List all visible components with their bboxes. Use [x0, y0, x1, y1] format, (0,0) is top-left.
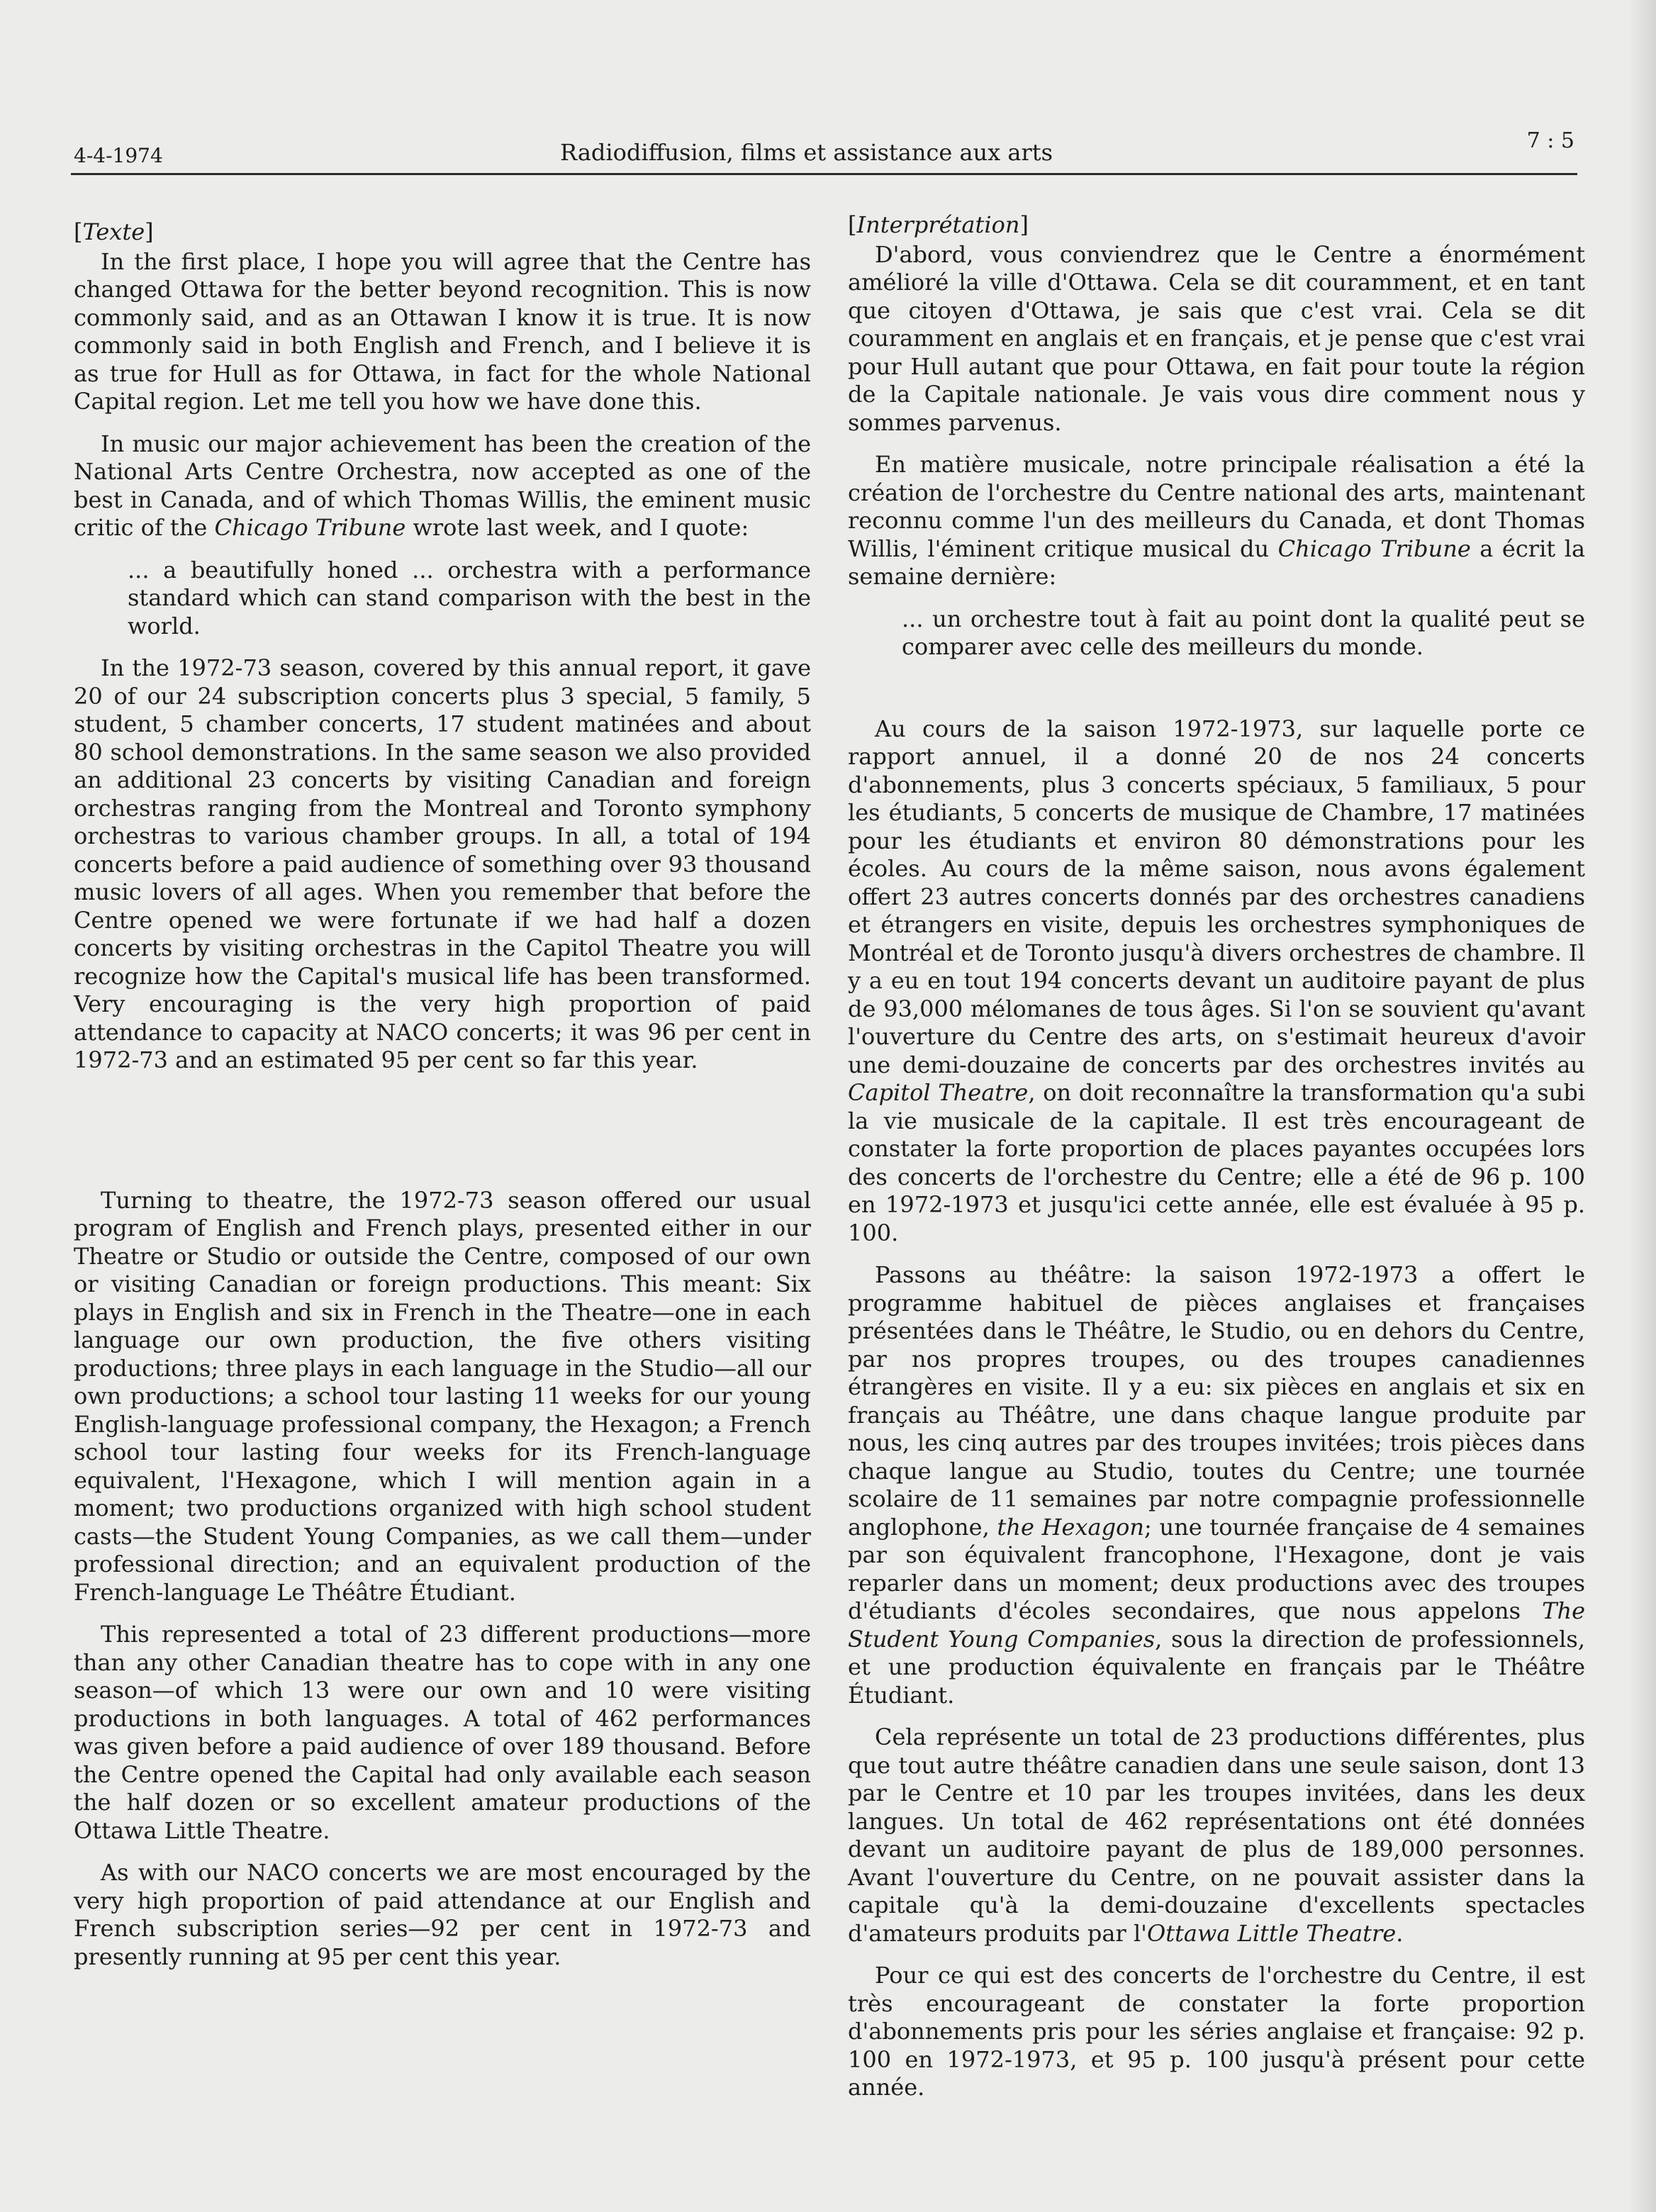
text-tag-label: Texte: [82, 218, 145, 245]
en-p2-text-b: wrote last week, and I quote:: [405, 514, 749, 541]
header-title: Radiodiffusion, films et assistance aux arts: [560, 139, 1053, 166]
fr-paragraph-1: D'abord, vous conviendrez que le Centre a énormément amélioré la ville d'Ottawa. Cela se dit couramment, et en tant que citoyen d'Ottawa, je sais que c'est vrai. Cela se dit couramment en anglais et en français, et je pense que c'est vrai pour Hull autant que pour Ottawa, en fait pour toute la région de la Capitale nationale. Je vais vous dire comment nous y sommes parvenus.: [848, 240, 1585, 436]
interpretation-tag: [Interprétation]: [848, 211, 1029, 238]
fr-p2-text-a: En matière musicale, notre principale réalisation a été la création de l'orchestre du Centre national des arts, maintenant reconnu comme l'un des meilleurs du Canada, et dont Thomas Willis, l'éminent critique musical du: [848, 451, 1585, 562]
en-paragraph-4: Turning to theatre, the 1972-73 season offered our usual program of English and French plays, presented either in our Theatre or Studio or outside the Centre, composed of our own or visiting Canadian or foreign productions. This meant: Six plays in English and six in French in the Theatre—one in each language our own production, the five others visiting productions; three plays in each language in the Studio—all our own productions; a school tour lasting 11 weeks for our young English-language professional company, the Hexagon; a French school tour lasting four weeks for its French-language equivalent, l'Hexagone, which I will mention again in a moment; two productions organized with high school student casts—the Student Young Companies, as we call them—under professional direction; and an equivalent production of the French-language Le Théâtre Étudiant.: [74, 1186, 811, 1606]
fr-paragraph-2: [848, 451, 1585, 591]
fr-p2-text-b: a écrit la semaine dernière:: [848, 535, 1586, 590]
en-paragraph-6: As with our NACO concerts we are most encouraged by the very high proportion of paid attendance at our English and French subscription series—92 per cent in 1972-73 and presently running at 95 per cent this year.: [74, 1859, 811, 1970]
column-gap: [74, 1089, 811, 1187]
fr-p4-company: the Hexagon: [997, 1513, 1144, 1541]
interpretation-tag-label: Interprétation: [856, 211, 1020, 238]
column-gap: [848, 676, 1585, 715]
fr-paragraph-3: [848, 715, 1585, 1248]
fr-paragraph-6: Pour ce qui est des concerts de l'orchestre du Centre, il est très encourageant de constater la forte proportion d'abonnements pris pour les séries anglaise et française: 92 p. 100 en 1972-1973, et 95 p. 100 jusqu'à présent pour cette année.: [848, 1962, 1585, 2101]
fr-p3-text-a: Au cours de la saison 1972-1973, sur laquelle porte ce rapport annuel, il a donné 20 de nos 24 concerts d'abonnements, plus 3 concerts spéciaux, 5 familiaux, 5 pour les étudiants, 5 concerts de musique de Chambre, 17 matinées pour les étudiants et environ 80 démonstrations pour les écoles. Au cours de la même saison, nous avons également offert 23 autres concerts donnés par des orchestres canadiens et étrangers en visite, depuis les orchestres symphoniques de Montréal et de Toronto jusqu'à divers orchestres de chambre. Il y a eu en tout 194 concerts devant un auditoire payant de plus de 93,000 mélomanes de tous âges. Si l'on se souvient qu'avant l'ouverture du Centre des arts, on s'estimait heureux d'avoir une demi-douzaine de concerts par des orchestres invités au: [848, 715, 1585, 1078]
en-paragraph-3: In the 1972-73 season, covered by this annual report, it gave 20 of our 24 subscription concerts plus 3 special, 5 family, 5 student, 5 chamber concerts, 17 student matinées and about 80 school demonstrations. In the same season we also provided an additional 23 concerts by visiting Canadian and foreign orchestras ranging from the Montreal and Toronto symphony orchestras to various chamber groups. In all, a total of 194 concerts before a paid audience of something over 93 thousand music lovers of all ages. When you remember that before the Centre opened we were fortunate if we had half a dozen concerts by visiting orchestras in the Capitol Theatre you will recognize how the Capital's musical life has been transformed. Very encouraging is the very high proportion of paid attendance to capacity at NACO concerts; it was 96 per cent in 1972-73 and an estimated 95 per cent so far this year.: [74, 654, 811, 1073]
english-column: [74, 218, 811, 1985]
fr-paragraph-5: [848, 1724, 1585, 1948]
fr-p3-text-b: , on doit reconnaître la transformation qu'a subi la vie musicale de la capitale. Il est très encourageant de constater la forte proportion de places payantes occupées lors des concerts de l'orchestre du Centre; elle a été de 96 p. 100 en 1972-1973 et jusqu'ici cette année, elle est évaluée à 95 p. 100.: [848, 1079, 1586, 1246]
en-p2-newspaper: Chicago Tribune: [214, 514, 406, 541]
fr-p4-text-a: Passons au théâtre: la saison 1972-1973 a offert le programme habituel de pièces anglaises et françaises présentées dans le Théâtre, le Studio, ou en dehors du Centre, par nos propres troupes, ou des troupes canadiennes étrangères en visite. Il y a eu: six pièces en anglais et six en français au Théâtre, une dans chaque langue produite par nous, les cinq autres par des troupes invitées; trois pièces dans chaque langue au Studio, toutes du Centre; une tournée scolaire de 11 semaines par notre compagnie professionnelle anglophone,: [848, 1261, 1585, 1541]
header-date: 4-4-1974: [74, 144, 163, 167]
fr-p4-student-companies: The Student Young Companies: [848, 1597, 1585, 1653]
fr-p5-theatre: Ottawa Little Theatre: [1146, 1919, 1397, 1947]
header-page-number: 7 : 5: [1526, 128, 1574, 153]
fr-quote: ... un orchestre tout à fait au point dont la qualité peut se comparer avec celle des meilleurs du monde.: [902, 605, 1585, 660]
en-paragraph-5: This represented a total of 23 different productions—more than any other Canadian theatre has to cope with in any one season—of which 13 were our own and 10 were visiting productions in both languages. A total of 462 performances was given before a paid audience of over 189 thousand. Before the Centre opened the Capital had only available each season the half dozen or so excellent amateur productions of the Ottawa Little Theatre.: [74, 1621, 811, 1844]
french-column: [848, 211, 1585, 2116]
page-header: [71, 123, 1577, 175]
fr-p4-text-c: , sous la direction de professionnels, et une production équivalente en français par le Théâtre Étudiant.: [848, 1625, 1586, 1709]
page-edge-shadow: [1628, 0, 1656, 2212]
text-tag: [Texte]: [74, 218, 154, 245]
fr-p3-venue: Capitol Theatre: [848, 1079, 1029, 1106]
fr-p5-text-a: Cela représente un total de 23 productions différentes, plus que tout autre théâtre canadien dans une seule saison, dont 13 par le Centre et 10 par les troupes invitées, dans les deux langues. Un total de 462 représentations ont été données devant un auditoire payant de plus de 189,000 personnes. Avant l'ouverture du Centre, on ne pouvait assister dans la capitale qu'à la demi-douzaine d'excellents spectacles d'amateurs produits par l': [848, 1724, 1585, 1947]
fr-p2-newspaper: Chicago Tribune: [1277, 535, 1471, 562]
fr-paragraph-4: [848, 1261, 1585, 1709]
en-p2-text-a: In music our major achievement has been the creation of the National Arts Centre Orchestra, now accepted as one of the best in Canada, and of which Thomas Willis, the eminent music critic of the: [74, 430, 811, 541]
fr-p5-text-b: .: [1396, 1919, 1404, 1947]
en-quote: ... a beautifully honed ... orchestra with a performance standard which can stand comparison with the best in the world.: [128, 556, 811, 639]
en-paragraph-2: [74, 430, 811, 542]
fr-p4-text-b: ; une tournée française de 4 semaines par son équivalent francophone, l'Hexagone, dont je vais reparler dans un moment; deux productions avec des troupes d'étudiants d'écoles secondaires, que nous appelons: [848, 1513, 1585, 1624]
en-paragraph-1: In the first place, I hope you will agree that the Centre has changed Ottawa for the better beyond recognition. This is now commonly said, and as an Ottawan I know it is true. It is now commonly said in both English and French, and I believe it is as true for Hull as for Ottawa, in fact for the whole National Capital region. Let me tell you how we have done this.: [74, 247, 811, 415]
